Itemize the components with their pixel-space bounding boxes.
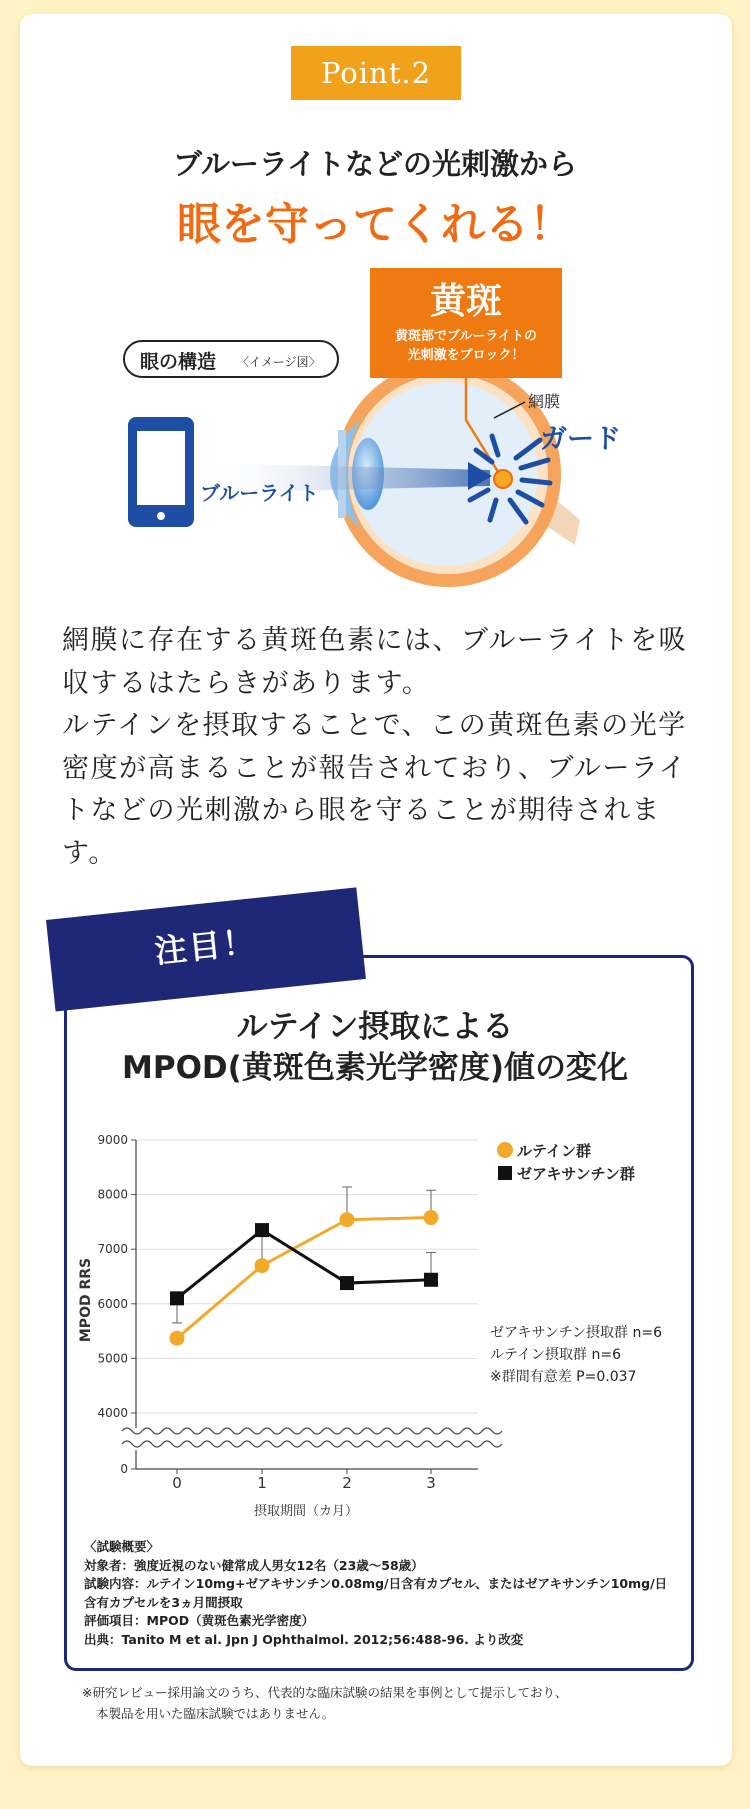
y-tick-label: 8000 [97,1187,128,1202]
data-point-circle [424,1210,439,1225]
y-axis-label: MPOD RRS [78,1257,94,1343]
y-tick-label: 5000 [97,1351,128,1366]
eye-illustration [0,260,750,590]
study-source: 出典：Tanito M et al. Jpn J Ophthalmol. 2012;56:488-96. より改変 [84,1631,524,1647]
y-tick-label: 0 [120,1462,128,1476]
legend-marker-square [498,1166,512,1180]
legend-label: ゼアキサンチン群 [517,1165,635,1183]
x-axis-label: 摂取期間（カ月） [253,1504,359,1519]
data-point-square [170,1291,184,1305]
chart-annotation: ゼアキサンチン摂取群 n=6 [490,1325,663,1341]
study-subjects: 対象者：強度近視のない健常成人男女12名（23歳～58歳） [84,1557,424,1573]
series-line [177,1218,431,1339]
smartphone-icon [128,417,194,527]
macula-desc2: 光刺激をブロック！ [407,348,525,363]
study-content-1: 試験内容：ルテイン10mg+ゼアキサンチン0.08mg/日含有カプセル、またはゼアキサンチン10mg/日 [84,1576,668,1591]
study-evaluation: 評価項目：MPOD（黄斑色素光学密度） [84,1613,315,1628]
headline-line2: 眼を守ってくれる！ [177,199,573,250]
macula-dot [494,470,512,488]
retina-label: 網膜 [528,392,561,411]
body-text [62,620,702,875]
macula-desc1: 黄斑部でブルーライトの [394,329,538,344]
disclaimer [82,1682,682,1724]
data-point-square [340,1276,354,1290]
x-tick-label: 1 [257,1474,267,1492]
data-point-circle [255,1258,270,1273]
eye-structure-sub: 〈イメージ図〉 [237,355,321,369]
point-badge: Point.2 [291,46,461,100]
y-tick-label: 4000 [97,1406,128,1420]
body-paragraph-1: 網膜に存在する黄斑色素には、ブルーライトを吸収するはたらきがあります。 [62,625,688,699]
x-tick-label: 0 [172,1474,182,1492]
disclaimer-line1: ※研究レビュー採用論文のうち、代表的な臨床試験の結果を事例として提示しており、 [82,1685,568,1700]
y-tick-label: 7000 [97,1242,128,1257]
eye-structure-title: 眼の構造 [140,351,217,373]
headline-line1: ブルーライトなどの光刺激から [173,147,577,181]
series-line [177,1230,431,1298]
chart-title-line1: ルテイン摂取による [236,1009,514,1045]
chart-annotation: ※群間有意差 P=0.037 [490,1369,637,1385]
y-tick-label: 9000 [97,1133,128,1147]
data-point-circle [340,1212,355,1227]
legend-marker-circle [497,1142,513,1158]
x-tick-label: 3 [426,1474,436,1492]
mpod-chart [64,1120,688,1520]
y-tick-label: 6000 [97,1296,128,1311]
chart-title-line2: MPOD(黄斑色素光学密度)値の変化 [122,1050,628,1086]
study-title: 〈試験概要〉 [84,1539,160,1554]
macula-title: 黄斑 [429,281,503,322]
data-point-square [255,1223,269,1237]
data-point-circle [170,1331,185,1346]
body-paragraph-2: ルテインを摂取することで、この黄斑色素の光学密度が高まることが報告されており、ブルーライトなどの光刺激から眼を守ることが期待されます。 [62,710,688,869]
study-content-2: 含有カプセルを3ヵ月間摂取 [84,1594,243,1610]
eye-structure-label [124,341,338,377]
disclaimer-line2: 本製品を用いた臨床試験ではありません。 [96,1706,335,1721]
data-point-square [424,1273,438,1287]
study-overview [84,1538,684,1649]
legend-label: ルテイン群 [517,1142,591,1160]
bluelight-label: ブルーライト [200,481,319,505]
attention-ribbon-label: 注目！ [152,922,259,971]
x-tick-label: 2 [342,1474,352,1492]
chart-annotation: ルテイン摂取群 n=6 [490,1347,621,1363]
guard-label: ガード [540,424,621,455]
